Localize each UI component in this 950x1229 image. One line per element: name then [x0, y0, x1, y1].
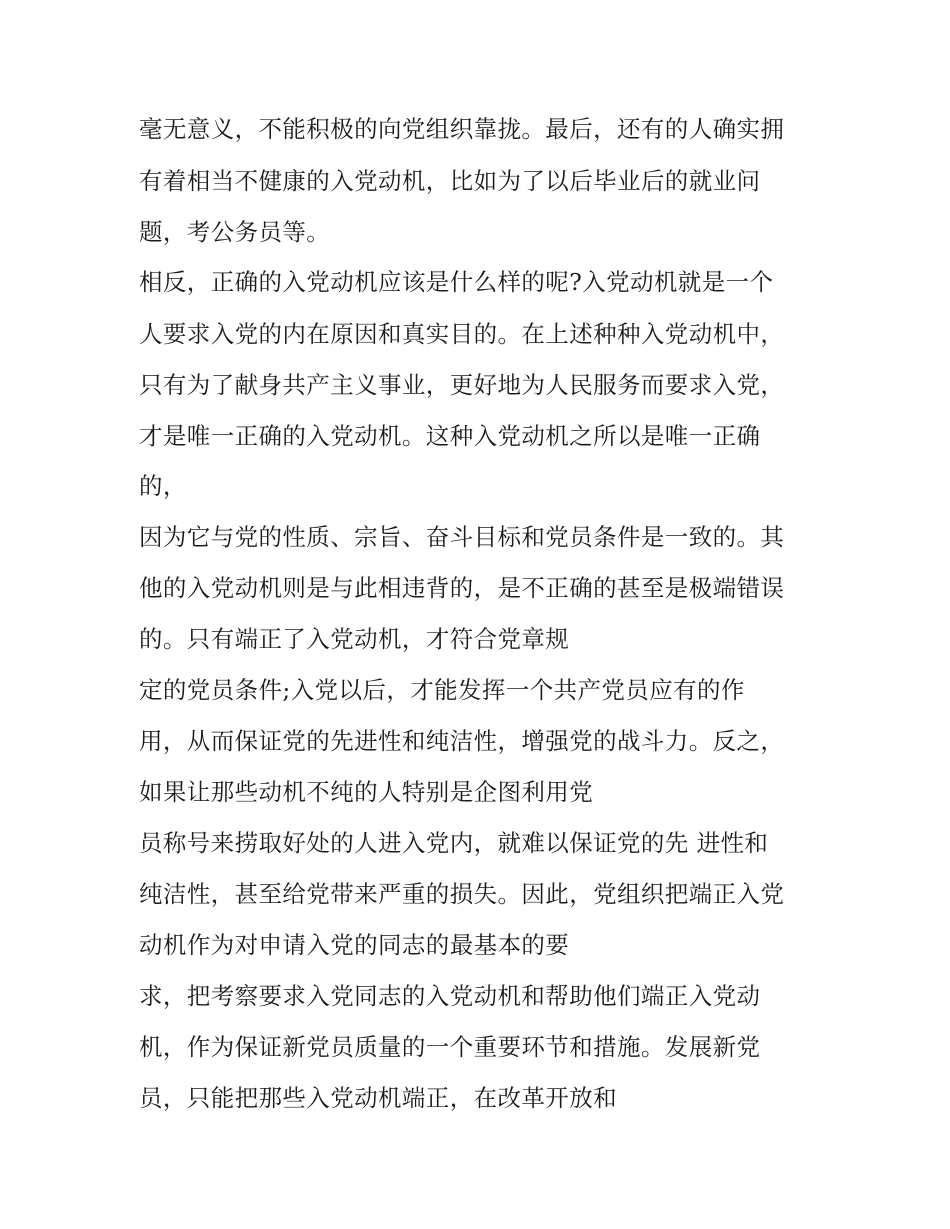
- text-line: 相反，正确的入党动机应该是什么样的呢?入党动机就是一个: [139, 268, 774, 296]
- text-line: 因为它与党的性质、宗旨、奋斗目标和党员条件是一致的。其: [139, 523, 785, 551]
- text-line: 机，作为保证新党员质量的一个重要环节和措施。发展新党: [139, 1033, 761, 1061]
- text-line: 定的党员条件;入党以后，才能发挥一个共产党员应有的作: [139, 676, 745, 704]
- text-line: 的。只有端正了入党动机，才符合党章规: [139, 625, 570, 653]
- text-line: 纯洁性，甚至给党带来严重的损失。因此，党组织把端正入党: [139, 880, 785, 908]
- text-line: 员称号来捞取好处的人进入党内，就难以保证党的先 进性和: [139, 829, 769, 857]
- text-line: 用，从而保证党的先进性和纯洁性，增强党的战斗力。反之，: [139, 727, 785, 755]
- text-line: 动机作为对申请入党的同志的最基本的要: [139, 931, 570, 959]
- text-line: 有着相当不健康的入党动机，比如为了以后毕业后的就业问: [139, 167, 761, 195]
- text-line: 毫无意义，不能积极的向党组织靠拢。最后，还有的人确实拥: [139, 115, 785, 143]
- text-line: 求，把考察要求入党同志的入党动机和帮助他们端正入党动: [139, 982, 761, 1010]
- text-line: 员，只能把那些入党动机端正，在改革开放和: [139, 1084, 617, 1112]
- text-line: 人要求入党的内在原因和真实目的。在上述种种入党动机中，: [139, 320, 785, 348]
- text-line: 才是唯一正确的入党动机。这种入党动机之所以是唯一正确: [139, 422, 761, 450]
- text-line: 他的入党动机则是与此相违背的，是不正确的甚至是极端错误: [139, 574, 785, 602]
- text-line: 如果让那些动机不纯的人特别是企图利用党: [139, 778, 594, 806]
- text-line: 的，: [139, 472, 187, 500]
- text-line: 只有为了献身共产主义事业，更好地为人民服务而要求入党，: [139, 371, 785, 399]
- text-line: 题，考公务员等。: [139, 218, 331, 246]
